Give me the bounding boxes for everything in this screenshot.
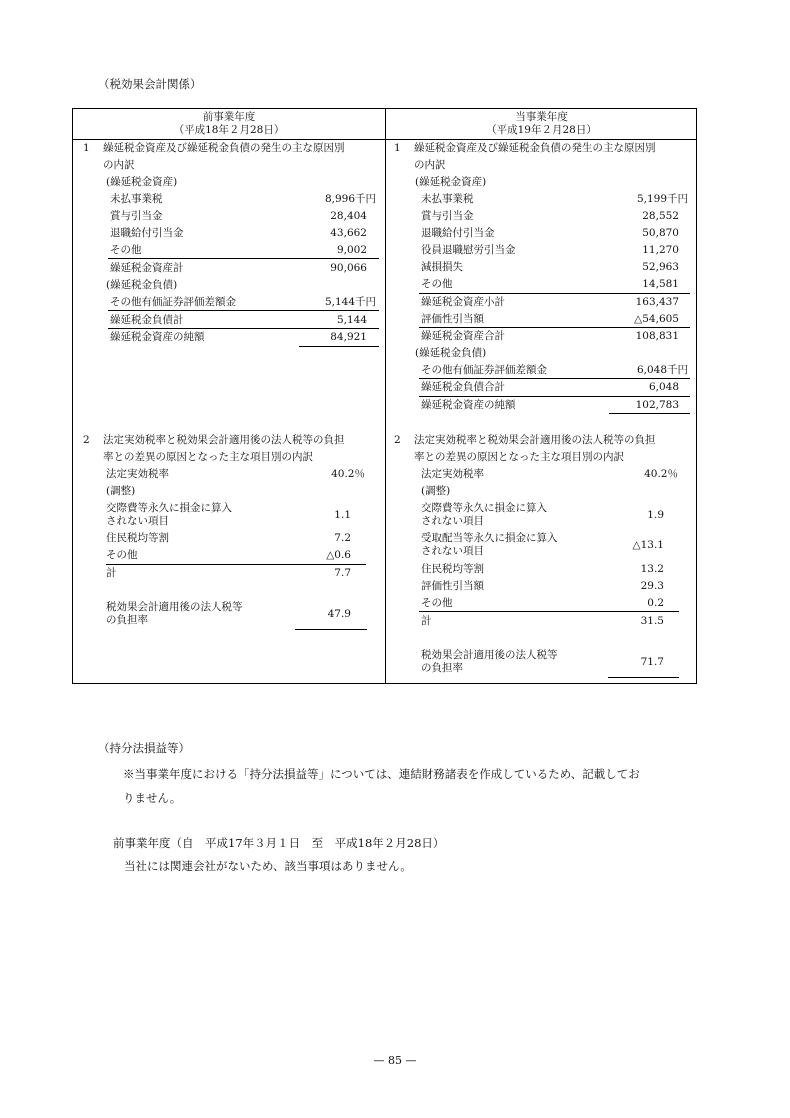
equity-title: （持分法損益等） [98,741,190,755]
equity-note-line-1: ※当事業年度における「持分法損益等」については、連結財務諸表を作成しているため、記載してお [123,767,640,781]
page-number: — 85 — [373,1054,417,1067]
equity-statement: 当社には関連会社がないため、該当事項はありません。 [124,859,412,873]
curr-header: 当事業年度 （平成19年２月28日） [486,111,597,136]
section-title: （税効果会計関係） [98,77,202,91]
equity-note-line-2: りません。 [123,791,182,805]
prev-header: 前事業年度 （平成18年２月28日） [173,111,285,136]
tax-effect-table: 前事業年度 （平成18年２月28日） 当事業年度 （平成19年２月28日） 1 繰延税金資産及び繰延税金負債の発生の主な原因別 の内訳 (繰延税金資産) 未払事業税 8,996千円 賞与引当金 28,404 退職給付引当金 43,662 その他 9,002 繰延税金資産計 90,066 (繰延税金負債) その他有価証券評価差額金 5,144千円 繰延税金負債計 5,144 繰延税金資産の純額 84,921 2 法定実効税率と税効果会計適用後の法人税等の負担 率との差異の原因となった主な項目別の内訳 法定実効税率 40.2％ (調整) 交際費等永久に損金に算入 されない項目 1.1 住民税均等割 7.2 その他 △0.6 計 7.7 税効果会計適用後の法人税等 の負担率 47.9 1 繰延税金資産及び繰延税金負債の発生の主な原因別 の内訳 (繰延税金資産) 未払事業税 5,199千円 賞与引当金 28,552 退職給付引当金 50,870 役員退職慰労引当金 11,270 減損損失 52,963 その他 14,581 繰延税金資産小計 163,437 評価性引当額 △54,605 繰延税金資産合計 108,831 (繰延税金負債) その他有価証券評価差額金 6,048千円 繰延税金負債合計 6,048 繰延税金資産の純額 102,783 2 法定実効税率と税効果会計適用後の法人税等の負担 率との差異の原因となった主な項目別の内訳 法定実効税率 40.2％ (調整) 交際費等永久に損金に算入 されない項目 1.9 受取配当等永久に損金に算入 されない項目 △13.1 住民税均等割 13.2 評価性引当額 29.3 その他 0.2 計 31.5 税効果会計適用後の法人税等 の負担率 71.7 [72,108,697,684]
equity-period: 前事業年度（自 平成17年３月１日 至 平成18年２月28日） [113,836,445,850]
